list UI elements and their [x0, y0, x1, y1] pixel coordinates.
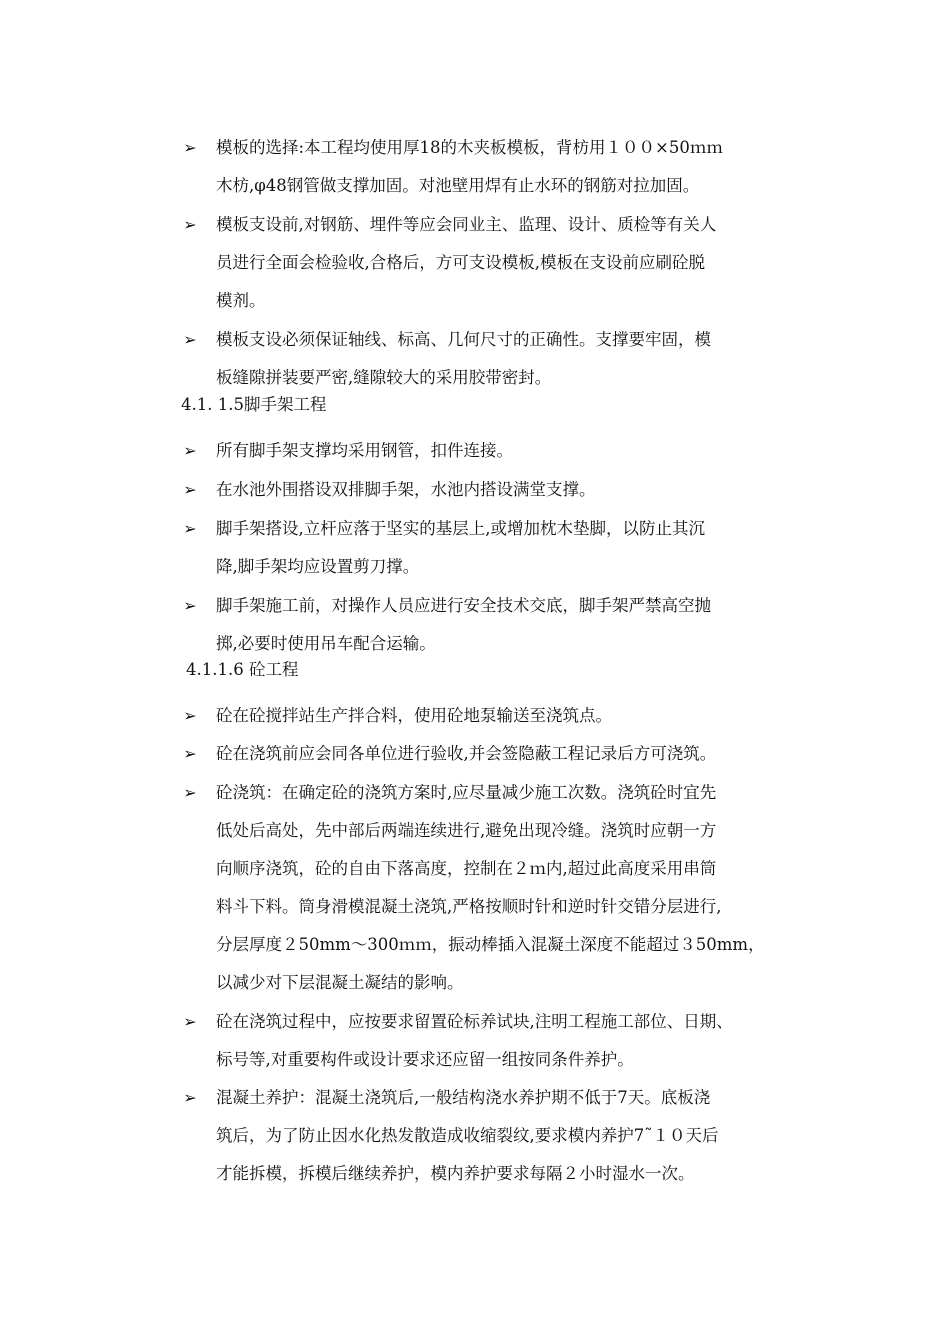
text-line: 掷,必要时使用吊车配合运输。 — [216, 634, 436, 653]
text-line: 料斗下料。筒身滑模混凝土浇筑,严格按顺时针和逆时针交错分层进行, — [216, 897, 722, 916]
arrow-bullet-icon: ➢ — [183, 519, 197, 538]
text-line: 脚手架搭设,立杆应落于坚实的基层上,或增加枕木垫脚，以防止其沉 — [216, 519, 705, 538]
text-line: 分层厚度２50mm～300ｍｍ，振动棒插入混凝土深度不能超过３50mm， — [216, 935, 765, 954]
text-line: 砼在砼搅拌站生产拌合料，使用砼地泵输送至浇筑点。 — [216, 706, 612, 725]
arrow-bullet-icon: ➢ — [183, 596, 197, 615]
section-heading-scaffolding: 4.1. 1.5脚手架工程 — [181, 395, 327, 414]
text-line: 标号等,对重要构件或设计要求还应留一组按同条件养护。 — [216, 1050, 634, 1069]
arrow-bullet-icon: ➢ — [183, 480, 197, 499]
text-line: 混凝土养护：混凝土浇筑后,一般结构浇水养护期不低于7天。底板浇 — [216, 1088, 711, 1107]
text-line: 模剂。 — [216, 291, 266, 310]
text-line: 木枋,φ48钢管做支撑加固。对池壁用焊有止水环的钢筋对拉加固。 — [216, 176, 700, 195]
text-line: 脚手架施工前，对操作人员应进行安全技术交底，脚手架严禁高空抛 — [216, 596, 711, 615]
text-line: 才能拆模，拆模后继续养护，模内养护要求每隔２小时湿水一次。 — [216, 1164, 695, 1183]
arrow-bullet-icon: ➢ — [183, 744, 197, 763]
text-line: 模板的选择:本工程均使用厚18的木夹板模板，背枋用１００×50ｍｍ — [216, 138, 723, 157]
text-line: 板缝隙拼装要严密,缝隙较大的采用胶带密封。 — [216, 368, 552, 387]
text-line: 所有脚手架支撑均采用钢管，扣件连接。 — [216, 441, 513, 460]
text-line: 模板支设必须保证轴线、标高、几何尺寸的正确性。支撑要牢固，模 — [216, 330, 711, 349]
arrow-bullet-icon: ➢ — [183, 706, 197, 725]
text-line: 在水池外围搭设双排脚手架，水池内搭设满堂支撑。 — [216, 480, 596, 499]
arrow-bullet-icon: ➢ — [183, 441, 197, 460]
text-line: 筑后，为了防止因水化热发散造成收缩裂纹,要求模内养护7˜１０天后 — [216, 1126, 719, 1145]
arrow-bullet-icon: ➢ — [183, 138, 197, 157]
arrow-bullet-icon: ➢ — [183, 215, 197, 234]
text-line: 砼浇筑：在确定砼的浇筑方案时,应尽量减少施工次数。浇筑砼时宜先 — [216, 783, 717, 802]
arrow-bullet-icon: ➢ — [183, 1012, 197, 1031]
section-heading-concrete: 4.1.1.6 砼工程 — [186, 660, 299, 679]
text-line: 砼在浇筑前应会同各单位进行验收,并会签隐蔽工程记录后方可浇筑。 — [216, 744, 717, 763]
text-line: 员进行全面会检验收,合格后，方可支设模板,模板在支设前应刷砼脱 — [216, 253, 705, 272]
arrow-bullet-icon: ➢ — [183, 1088, 197, 1107]
arrow-bullet-icon: ➢ — [183, 783, 197, 802]
text-line: 以减少对下层混凝土凝结的影响。 — [216, 973, 464, 992]
text-line: 砼在浇筑过程中，应按要求留置砼标养试块,注明工程施工部位、日期、 — [216, 1012, 733, 1031]
arrow-bullet-icon: ➢ — [183, 330, 197, 349]
text-line: 向顺序浇筑，砼的自由下落高度，控制在２ｍ内,超过此高度采用串筒 — [216, 859, 717, 878]
text-line: 降,脚手架均应设置剪刀撑。 — [216, 557, 420, 576]
text-line: 模板支设前,对钢筋、埋件等应会同业主、监理、设计、质检等有关人 — [216, 215, 717, 234]
text-line: 低处后高处，先中部后两端连续进行,避免出现冷缝。浇筑时应朝一方 — [216, 821, 717, 840]
